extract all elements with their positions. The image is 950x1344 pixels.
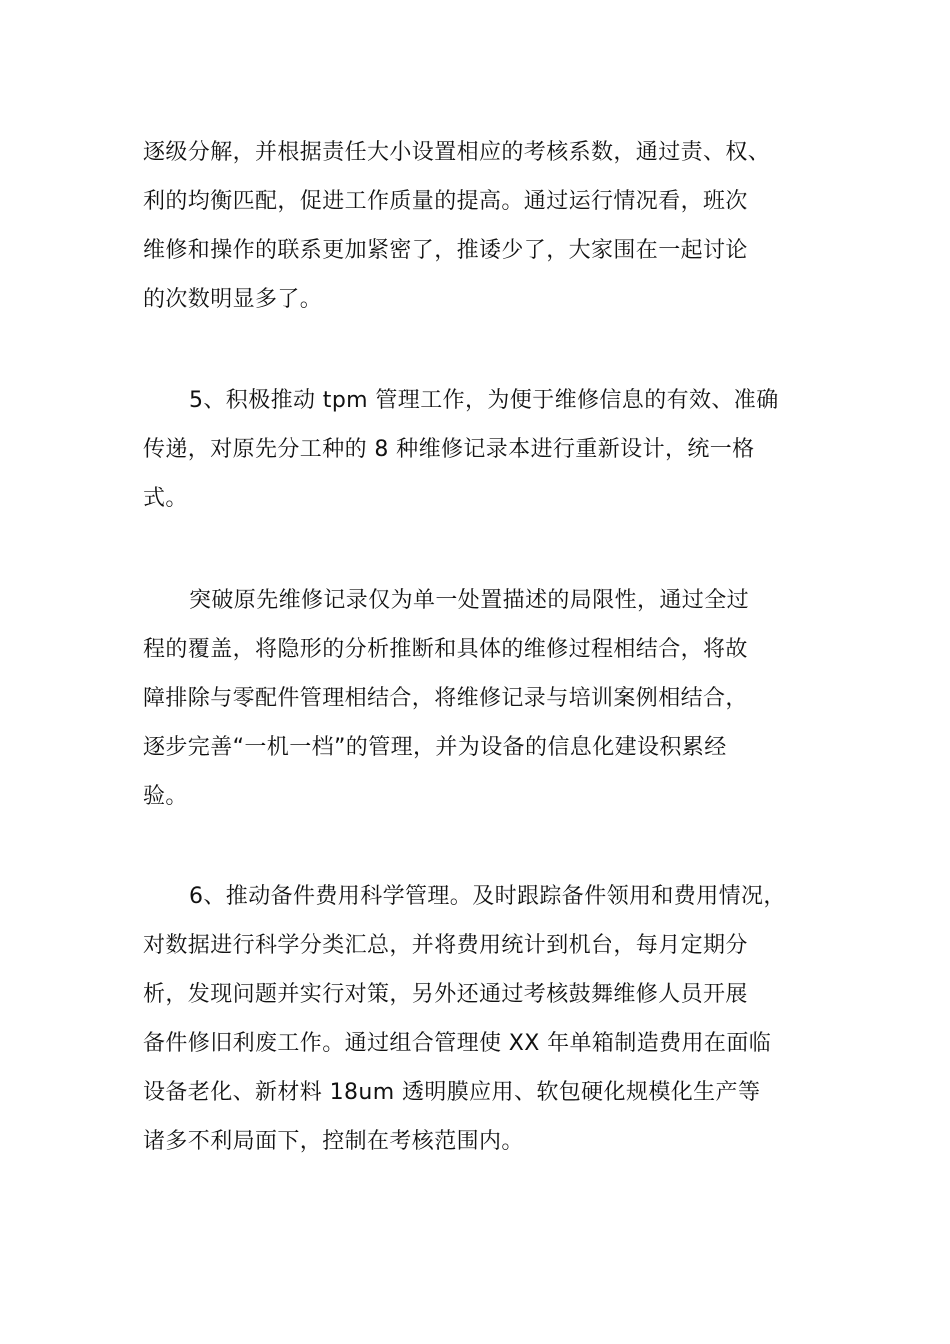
paragraph-line: 的次数明显多了。 (143, 287, 323, 312)
paragraph-line: 设备老化、新材料 18um 透明膜应用、软包硬化规模化生产等 (143, 1080, 761, 1105)
paragraph-3 (143, 576, 808, 821)
paragraph-line: 障排除与零配件管理相结合，将维修记录与培训案例相结合， (143, 686, 748, 711)
paragraph-line: 备件修旧利废工作。通过组合管理使 XX 年单箱制造费用在面临 (143, 1031, 772, 1056)
paragraph-line: 传递，对原先分工种的 8 种维修记录本进行重新设计，统一格 (143, 437, 755, 462)
paragraph-line: 5、积极推动 tpm 管理工作，为便于维修信息的有效、准确 (189, 388, 779, 413)
paragraph-line: 逐步完善“一机一档”的管理，并为设备的信息化建设积累经 (143, 735, 727, 760)
paragraph-line: 析，发现问题并实行对策，另外还通过考核鼓舞维修人员开展 (143, 982, 748, 1007)
paragraph-line: 6、推动备件费用科学管理。及时跟踪备件领用和费用情况， (189, 884, 786, 909)
paragraph-2 (143, 376, 808, 523)
paragraph-line: 维修和操作的联系更加紧密了，推诿少了，大家围在一起讨论 (143, 238, 748, 263)
paragraph-line: 突破原先维修记录仅为单一处置描述的局限性，通过全过 (189, 588, 750, 613)
paragraph-line: 诸多不利局面下，控制在考核范围内。 (143, 1129, 524, 1154)
paragraph-line: 程的覆盖，将隐形的分析推断和具体的维修过程相结合，将故 (143, 637, 748, 662)
paragraph-line: 对数据进行科学分类汇总，并将费用统计到机台，每月定期分 (143, 933, 748, 958)
paragraph-line: 逐级分解，并根据责任大小设置相应的考核系数，通过责、权、 (143, 140, 771, 165)
paragraph-4 (143, 872, 808, 1166)
paragraph-line: 验。 (143, 784, 188, 809)
paragraph-line: 利的均衡匹配，促进工作质量的提高。通过运行情况看，班次 (143, 189, 748, 214)
paragraph-1 (143, 128, 808, 324)
paragraph-line: 式。 (143, 486, 188, 511)
